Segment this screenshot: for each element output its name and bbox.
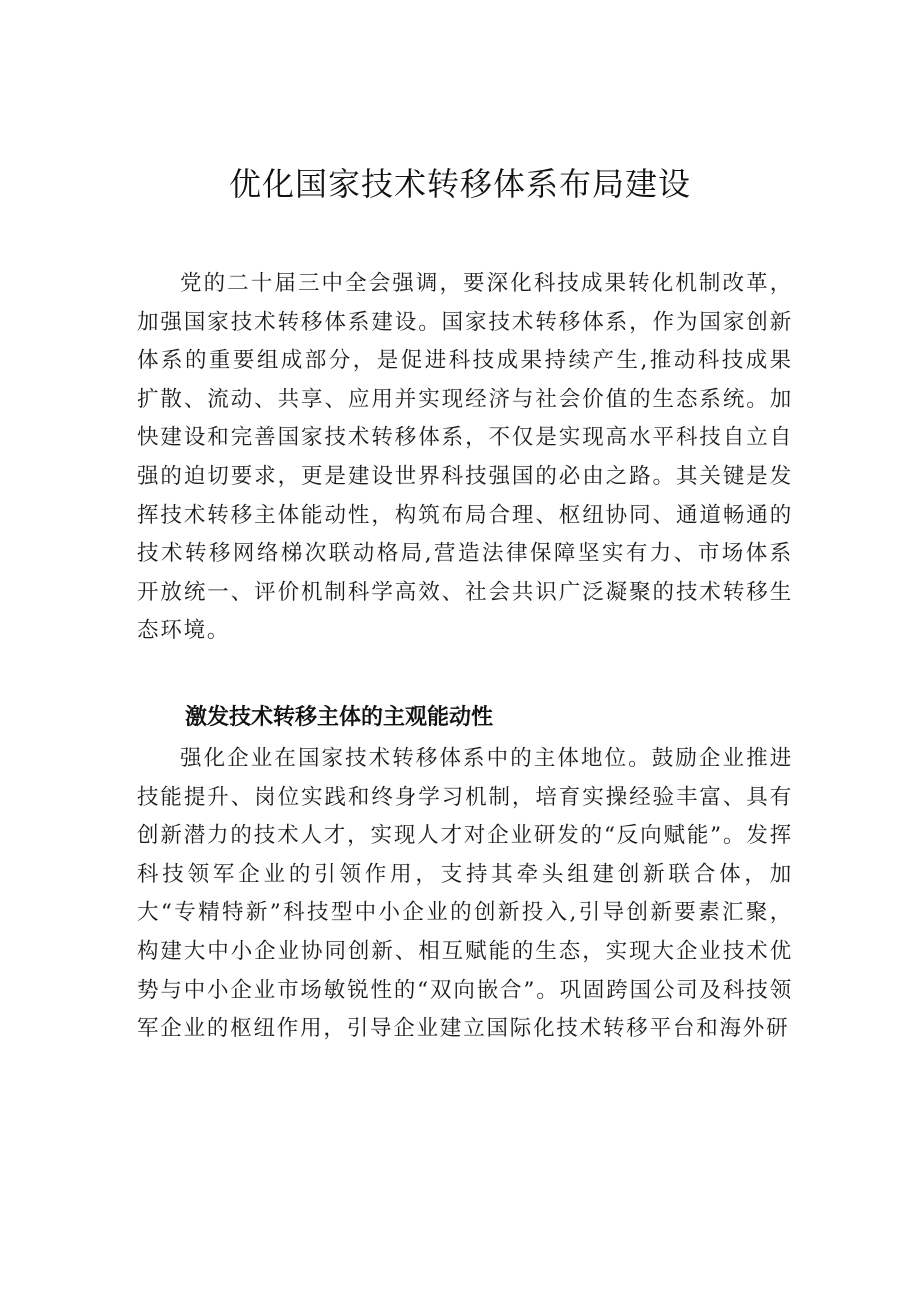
document-title: 优化国家技术转移体系布局建设 xyxy=(228,165,691,203)
body-paragraph: 强化企业在国家技术转移体系中的主体地位。鼓励企业推进技能提升、岗位实践和终身学习机制，培育实操经验丰富、具有创新潜力的技术人才，实现人才对企业研发的“反向赋能”。发挥科技领军企业的引领作用，支持其牵头组建创新联合体，加大“专精特新”科技型中小企业的创新投入,引导创新要素汇聚，构建大中小企业协同创新、相互赋能的生态，实现大企业技术优势与中小企业市场敏锐性的“双向嵌合”。巩固跨国公司及科技领军企业的枢纽作用，引导企业建立国际化技术转移平台和海外研 xyxy=(137,746,793,1042)
body-paragraph: 党的二十届三中全会强调，要深化科技成果转化机制改革，加强国家技术转移体系建设。国家技术转移体系，作为国家创新体系的重要组成部分，是促进科技成果持续产生,推动科技成果扩散、流动、共享、应用并实现经济与社会价值的生态系统。加快建设和完善国家技术转移体系，不仅是实现高水平科技自立自强的迫切要求，更是建设世界科技强国的必由之路。其关键是发挥技术转移主体能动性，构筑布局合理、枢纽协同、通道畅通的技术转移网络梯次联动格局,营造法律保障坚实有力、市场体系开放统一、评价机制科学高效、社会共识广泛凝聚的技术转移生态环境。 xyxy=(137,271,793,644)
section-heading: 激发技术转移主体的主观能动性 xyxy=(185,705,494,730)
